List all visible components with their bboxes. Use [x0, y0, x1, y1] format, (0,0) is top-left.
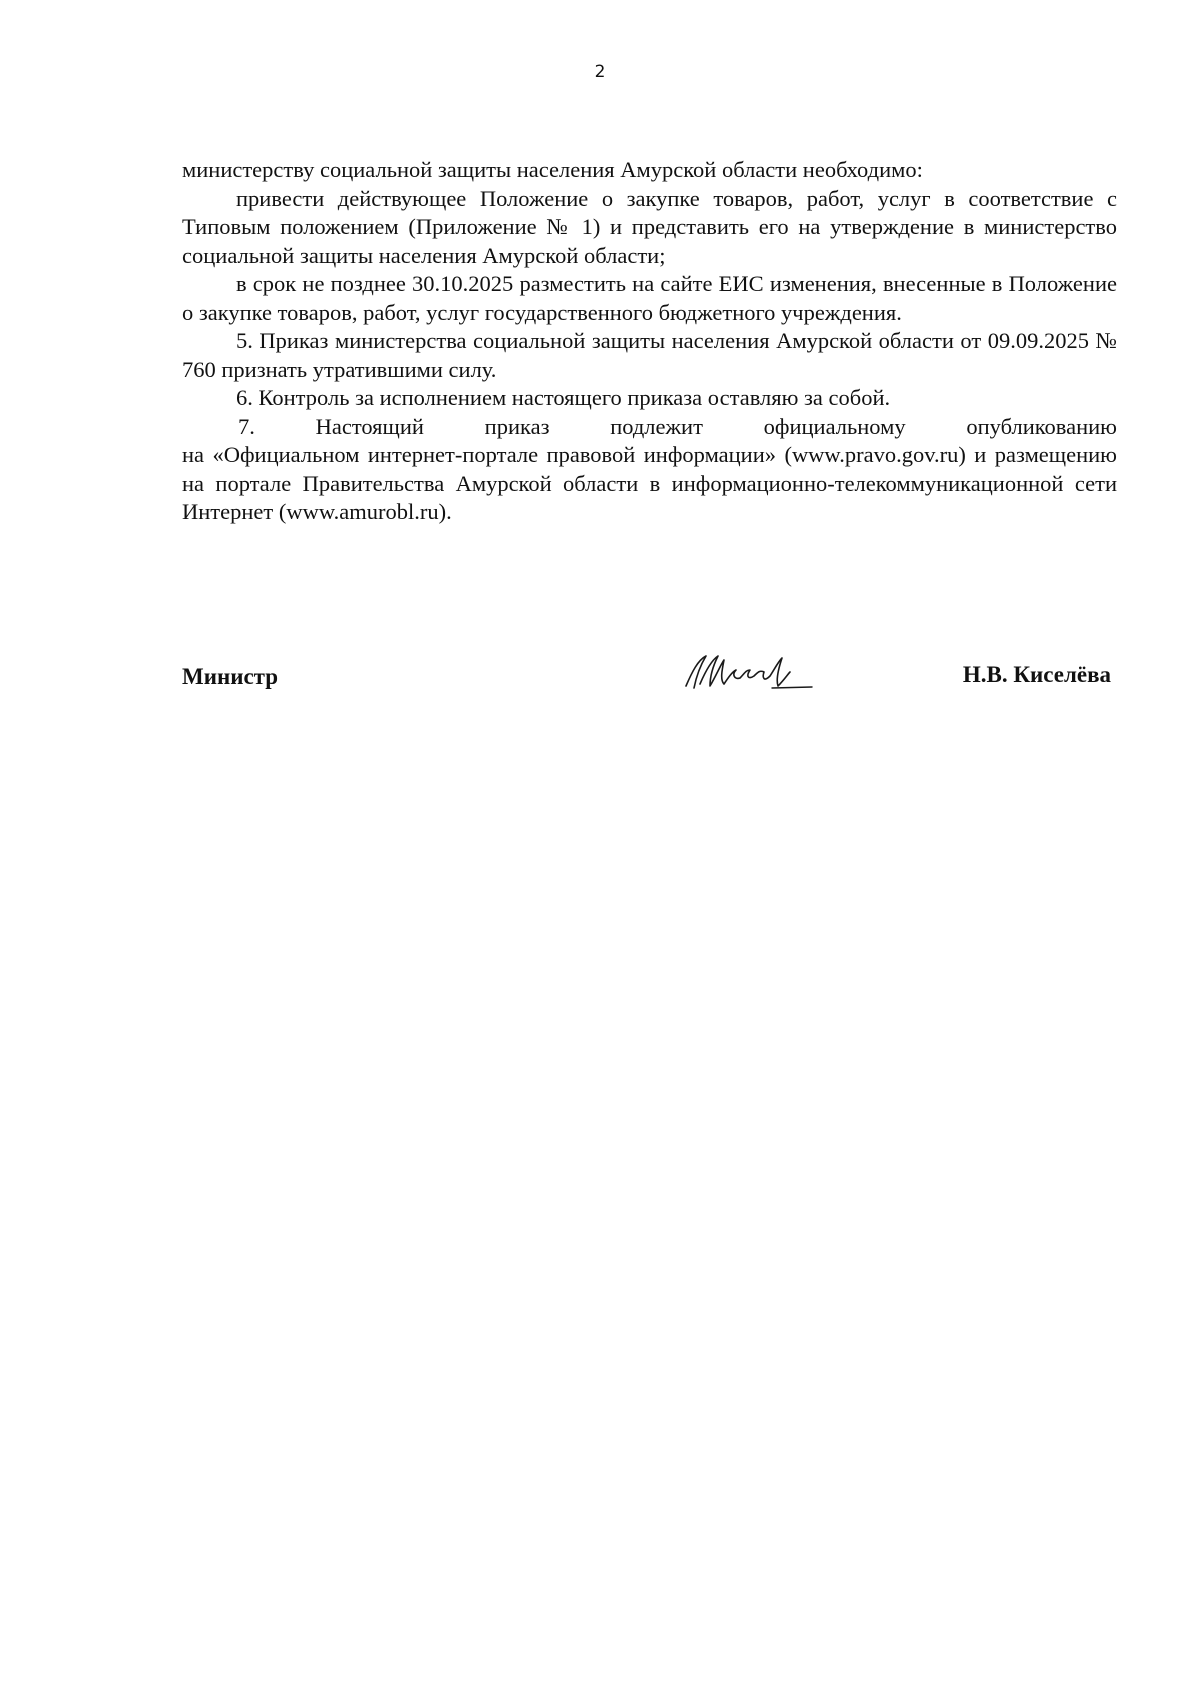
- paragraph-item-5: 5. Приказ министерства социальной защиты населения Амурской области от 09.09.2025 № 760 признать утратившими силу.: [182, 328, 1117, 382]
- paragraph-intro: министерству социальной защиты населения Амурской области необходимо:: [182, 157, 923, 182]
- paragraph-bring-regulation: привести действующее Положение о закупке товаров, работ, услуг в соответствие с Типовым положением (Приложение № 1) и представить его на утверждение в министерство социальной защиты населения Амурской области;: [182, 185, 1117, 268]
- paragraph-eis-deadline: в срок не позднее 30.10.2025 разместить на сайте ЕИС изменения, внесенные в Положение о закупке товаров, работ, услуг государственного бюджетного учреждения.: [182, 271, 1117, 325]
- paragraph-item-6: 6. Контроль за исполнением настоящего приказа оставляю за собой.: [236, 385, 891, 410]
- handwritten-signature: [672, 650, 822, 694]
- paragraph-item-7-first-line: 7. Настоящий приказ подлежит официальному опубликованию: [238, 413, 1117, 439]
- signature-block: [182, 650, 1117, 700]
- signatory-role: Министр: [182, 664, 279, 689]
- signatory-name: Н.В. Киселёва: [962, 662, 1111, 687]
- paragraph-item-7-rest: на «Официальном интернет-портале правовой информации» (www.pravo.gov.ru) и размещению на портале Правительства Амурской области в информационно-телекоммуникационной сети Интернет (www.amurobl.ru).: [182, 442, 1117, 524]
- document-body: [182, 156, 1117, 527]
- page-number: 2: [594, 62, 606, 82]
